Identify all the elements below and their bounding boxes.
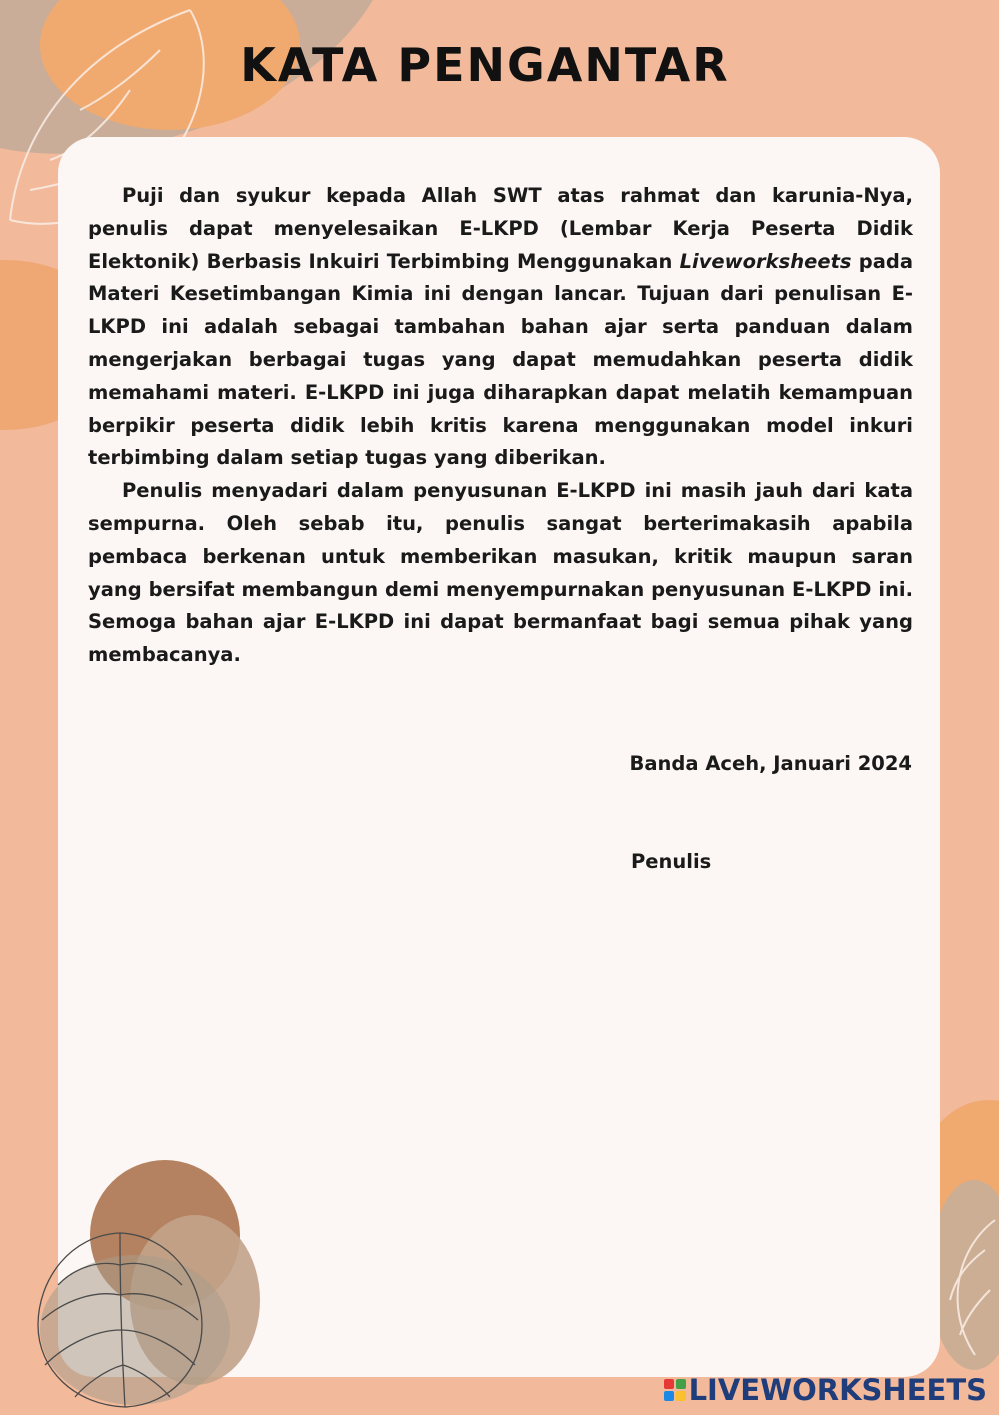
paragraph — [88, 180, 913, 475]
monstera-leaf-icon — [30, 1225, 210, 1410]
place-date: Banda Aceh, Januari 2024 — [629, 752, 912, 775]
paragraph: Penulis menyadari dalam penyusunan E-LKPD ini masih jauh dari kata sempurna. Oleh sebab itu, penulis sangat berterimakasih apabila pembaca berkenan untuk memberikan masukan, kritik maupun saran yang bersifat membangun demi menyempurnakan penyusunan E-LKPD ini. Semoga bahan ajar E-LKPD ini dapat bermanfaat bagi semua pihak yang membacanya. — [88, 479, 913, 667]
logo-square — [664, 1379, 674, 1389]
logo-square — [664, 1391, 674, 1401]
liveworksheets-logo-icon — [664, 1379, 686, 1401]
logo-square — [676, 1391, 686, 1401]
page-title: KATA PENGANTAR — [240, 38, 730, 92]
paragraph-text: Puji dan syukur kepada Allah SWT atas rahmat dan karunia-Nya, penulis dapat menyelesaikan E-LKPD (Lembar Kerja Peserta Didik Elektonik) Berbasis Inkuiri Terbimbing Menggunakan — [88, 184, 913, 273]
paragraph-text: pada Materi Kesetimbangan Kimia ini dengan lancar. Tujuan dari penulisan E-LKPD ini adalah sebagai tambahan bahan ajar serta panduan dalam mengerjakan berbagai tugas yang dapat memudahkan peserta didik memahami materi. E-LKPD ini juga diharapkan dapat melatih kemampuan berpikir peserta didik lebih kritis karena menggunakan model inkuri terbimbing dalam setiap tugas yang diberikan. — [88, 249, 913, 470]
leaf-outline-icon — [935, 1210, 999, 1360]
signer-name: Penulis — [631, 850, 712, 873]
preface-body — [88, 180, 913, 672]
italic-term: Liveworksheets — [679, 249, 852, 273]
liveworksheets-watermark — [664, 1373, 987, 1407]
watermark-text: LIVEWORKSHEETS — [688, 1373, 987, 1407]
logo-square — [676, 1379, 686, 1389]
